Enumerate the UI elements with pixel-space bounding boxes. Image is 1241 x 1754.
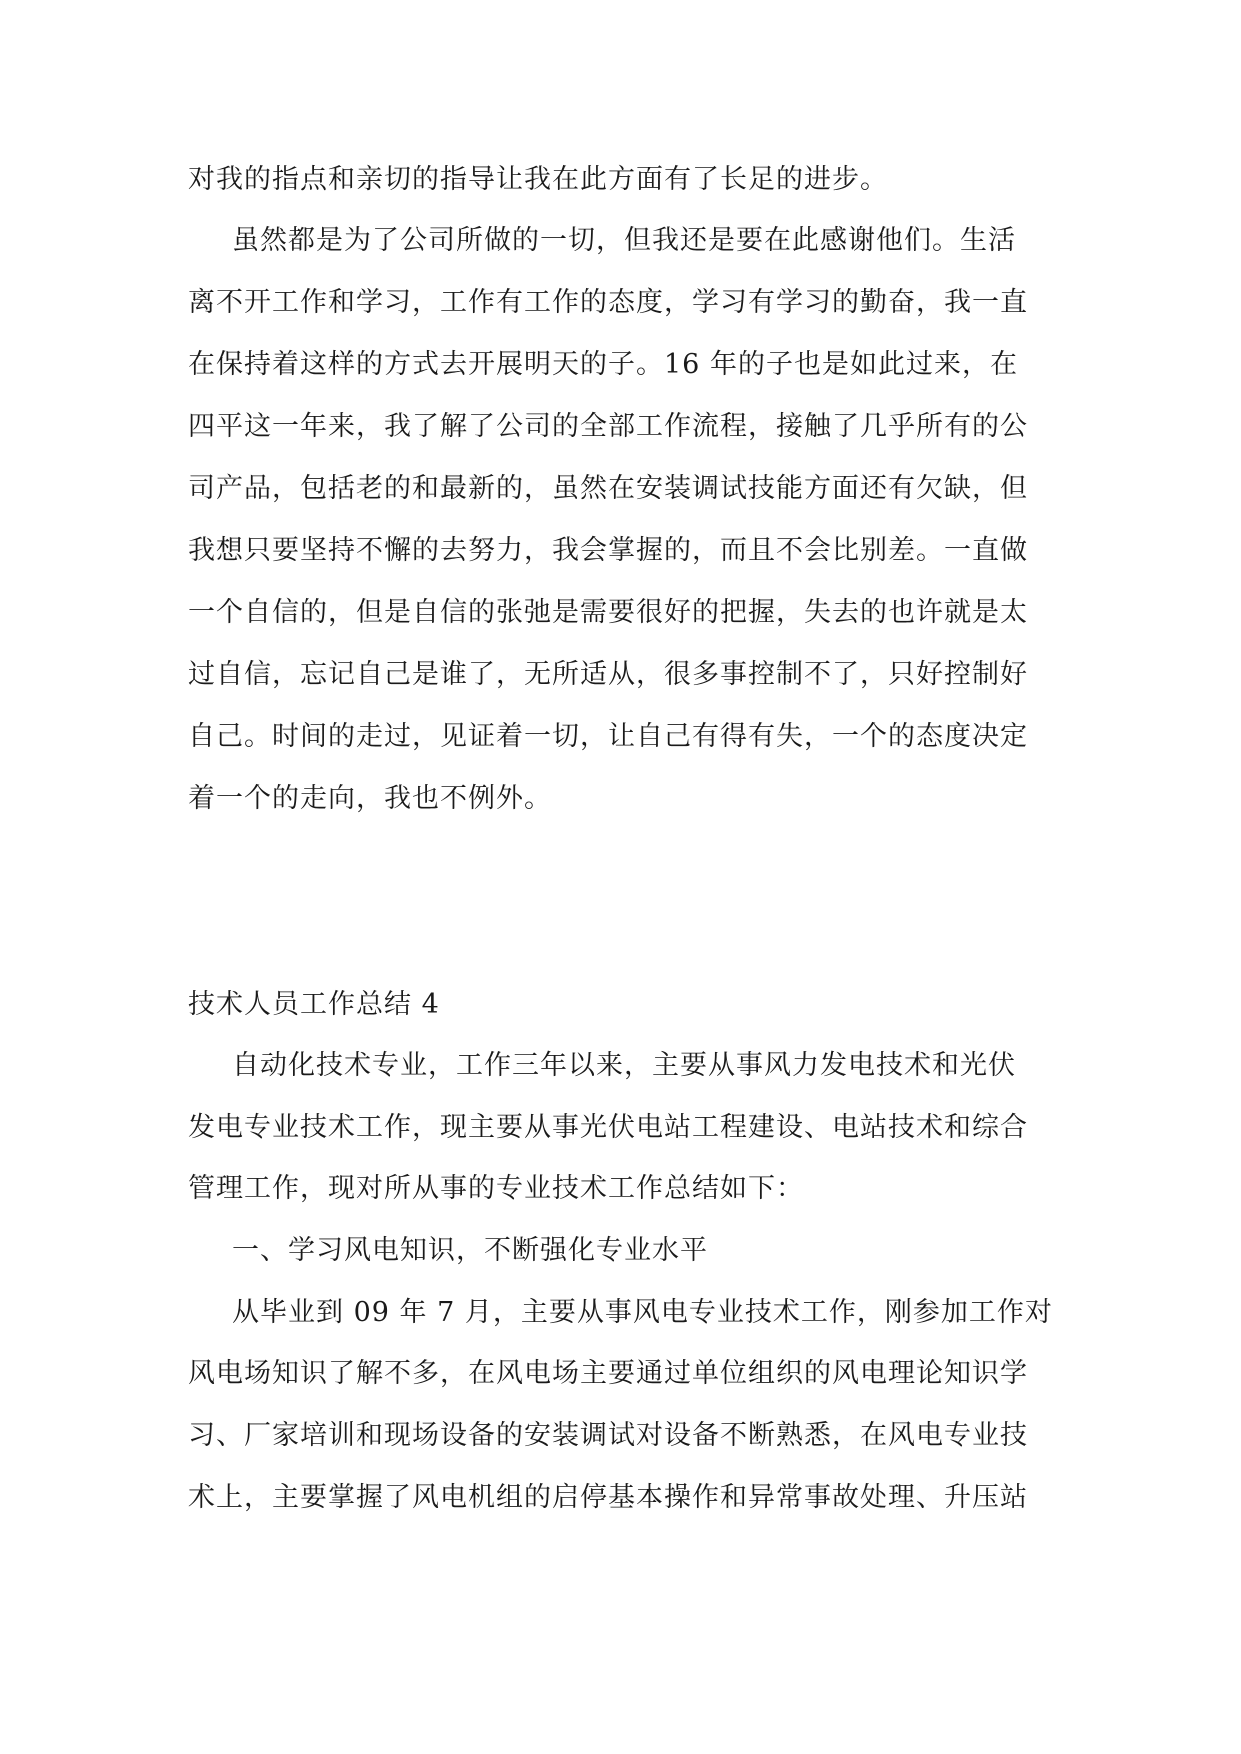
- paragraph-line: 过自信，忘记自己是谁了，无所适从，很多事控制不了，只好控制好: [188, 659, 1028, 690]
- paragraph-line: 发电专业技术工作，现主要从事光伏电站工程建设、电站技术和综合: [188, 1112, 1028, 1143]
- paragraph-line: 着一个的走向，我也不例外。: [188, 783, 552, 814]
- paragraph-line: 术上，主要掌握了风电机组的启停基本操作和异常事故处理、升压站: [188, 1482, 1028, 1513]
- paragraph-line: 在保持着这样的方式去开展明天的子。16 年的子也是如此过来，在: [188, 349, 1018, 380]
- paragraph-line: 虽然都是为了公司所做的一切，但我还是要在此感谢他们。生活: [232, 225, 1016, 256]
- paragraph-line: 四平这一年来，我了解了公司的全部工作流程，接触了几乎所有的公: [188, 411, 1028, 442]
- paragraph-line: 一个自信的，但是自信的张弛是需要很好的把握，失去的也许就是太: [188, 597, 1028, 628]
- paragraph-line: 从毕业到 09 年 7 月，主要从事风电专业技术工作，刚参加工作对: [232, 1297, 1053, 1328]
- paragraph-line: 司产品，包括老的和最新的，虽然在安装调试技能方面还有欠缺，但: [188, 473, 1028, 504]
- paragraph-line: 风电场知识了解不多，在风电场主要通过单位组织的风电理论知识学: [188, 1358, 1028, 1389]
- paragraph-line: 离不开工作和学习，工作有工作的态度，学习有学习的勤奋，我一直: [188, 287, 1028, 318]
- paragraph-line: 习、厂家培训和现场设备的安装调试对设备不断熟悉，在风电专业技: [188, 1420, 1028, 1451]
- paragraph-line: 对我的指点和亲切的指导让我在此方面有了长足的进步。: [188, 164, 888, 195]
- paragraph-line: 自动化技术专业，工作三年以来，主要从事风力发电技术和光伏: [232, 1050, 1016, 1081]
- paragraph-line: 自己。时间的走过，见证着一切，让自己有得有失，一个的态度决定: [188, 721, 1028, 752]
- subsection-heading: 一、学习风电知识，不断强化专业水平: [232, 1235, 708, 1266]
- section-heading: 技术人员工作总结 4: [188, 989, 440, 1020]
- paragraph-line: 管理工作，现对所从事的专业技术工作总结如下：: [188, 1173, 804, 1204]
- paragraph-line: 我想只要坚持不懈的去努力，我会掌握的，而且不会比别差。一直做: [188, 535, 1028, 566]
